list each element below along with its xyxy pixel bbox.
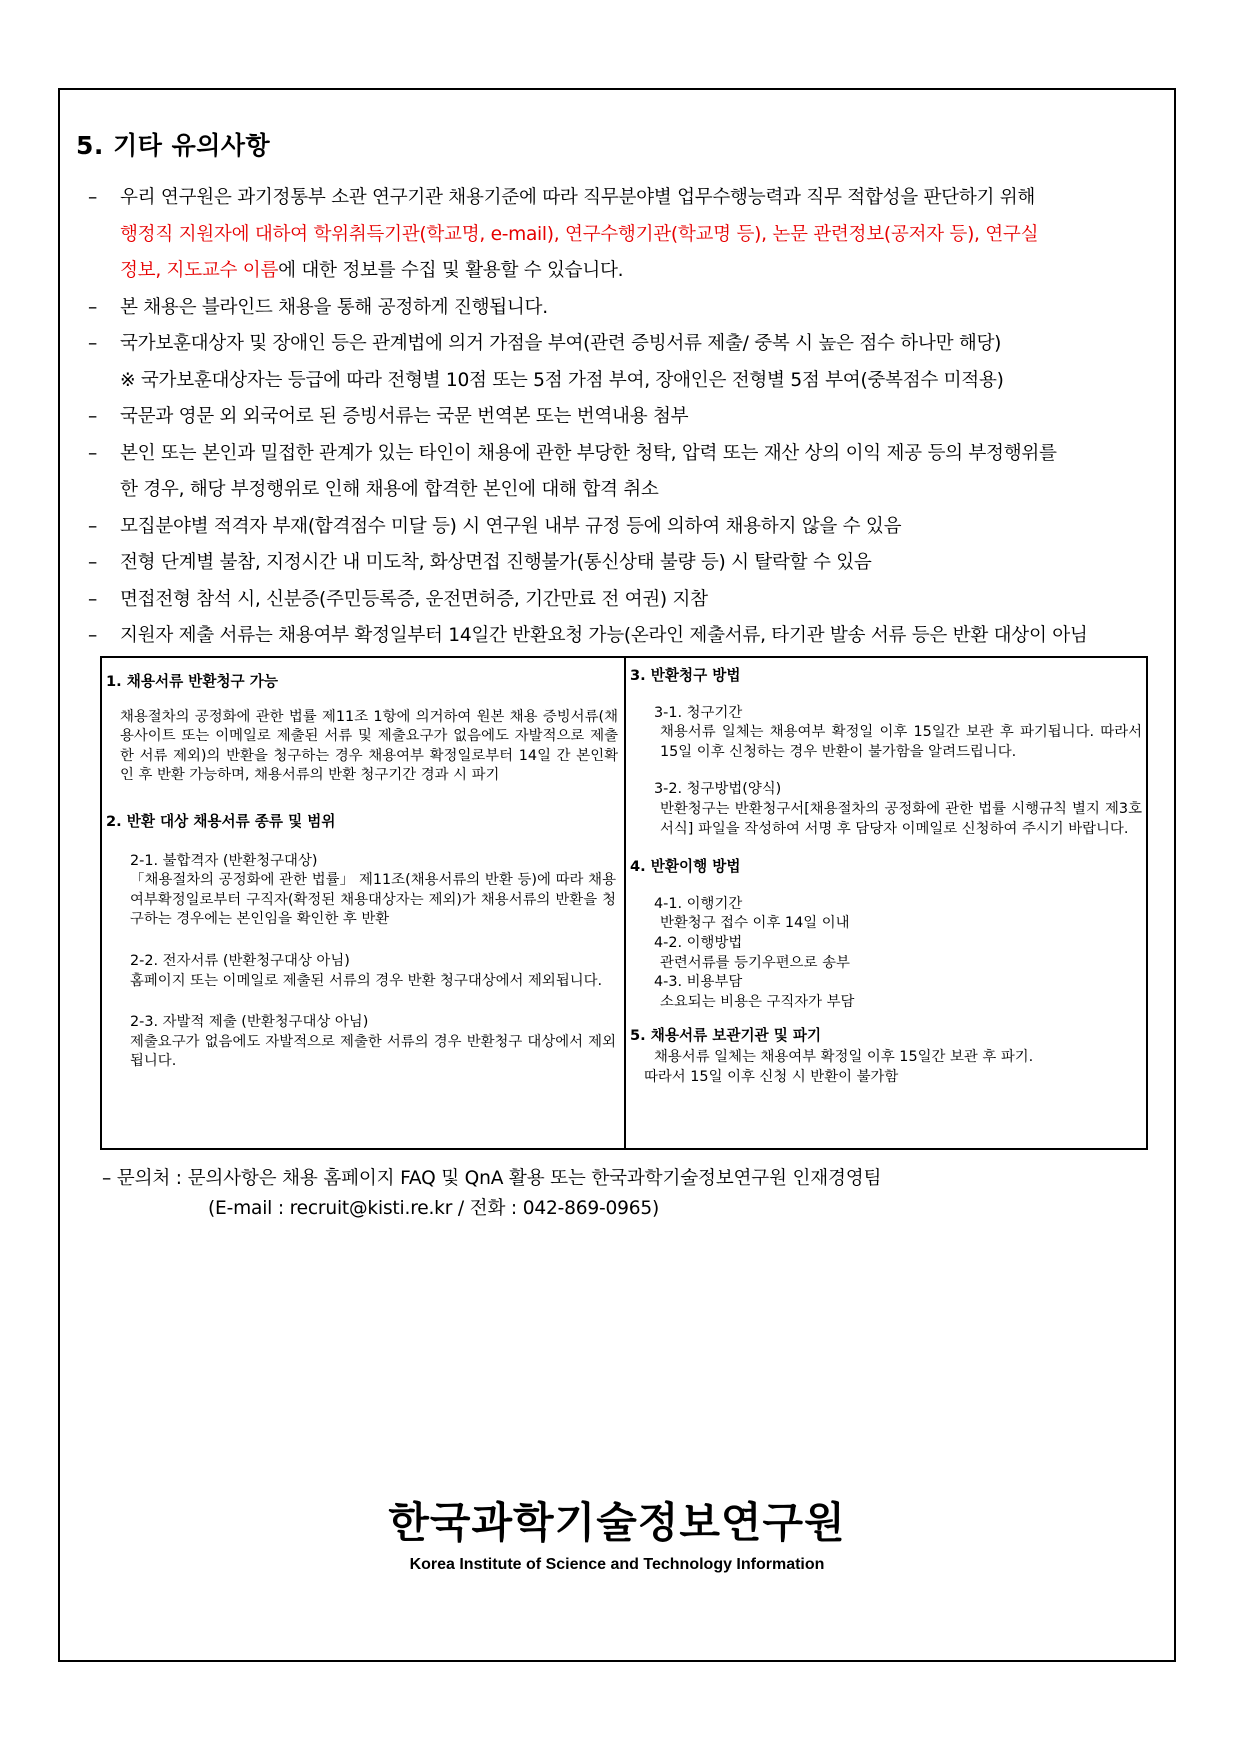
box-subheading: 2-3. 자발적 제출 (반환청구대상 아님)	[130, 1014, 369, 1031]
box-paragraph: 채용절차의 공정화에 관한 법률 제11조 1항에 의거하여 원본 채용 증빙서류(채용사이트 또는 이메일로 제출된 서류 및 제출요구가 없음에도 자발적으로 제출한 서류 제외)의 반환을 청구하는 경우 채용여부 확정일로부터 14일 간 본인확인 후 반환 가능하며, 채용서류의 반환 청구기간 경과 시 파기	[120, 708, 618, 784]
list-item	[88, 180, 1150, 290]
bullet-dash: –	[88, 515, 97, 537]
box-section-title: 3. 반환청구 방법	[630, 667, 741, 684]
bullet-dash: –	[88, 406, 97, 427]
bullet-text: 모집분야별 적격자 부재(합격점수 미달 등) 시 연구원 내부 규정 등에 의하여 채용하지 않을 수 있음	[120, 515, 902, 537]
box-section-title: 2. 반환 대상 채용서류 종류 및 범위	[106, 812, 336, 830]
bullet-text: 한 경우, 해당 부정행위로 인해 채용에 합격한 본인에 대해 합격 취소	[120, 479, 659, 500]
bullet-dash: –	[88, 552, 97, 573]
box-subheading: 2-2. 전자서류 (반환청구대상 아님)	[130, 952, 350, 969]
box-subheading: 3-2. 청구방법(양식)	[654, 781, 782, 798]
box-subheading: 3-1. 청구기간	[654, 704, 743, 721]
box-paragraph: 홈페이지 또는 이메일로 제출된 서류의 경우 반환 청구대상에서 제외됩니다.	[130, 972, 603, 989]
box-subheading: 4-1. 이행기간	[654, 895, 743, 912]
document-return-box	[100, 656, 1148, 1150]
box-section-title: 5. 채용서류 보관기관 및 파기	[630, 1027, 822, 1045]
box-left-column	[102, 658, 626, 1148]
bullet-text-highlight: 행정직 지원자에 대하여 학위취득기관(학교명, e-mail), 연구수행기관(학교명 등), 논문 관련정보(공저자 등), 연구실	[120, 223, 1039, 245]
bullet-dash: –	[88, 296, 97, 318]
notice-list	[88, 180, 1150, 655]
list-item	[88, 399, 1150, 436]
bullet-text: 본인 또는 본인과 밀접한 관계가 있는 타인이 채용에 관한 부당한 청탁, 압력 또는 재산 상의 이익 제공 등의 부정행위를	[120, 442, 1057, 464]
bullet-dash: –	[88, 187, 97, 208]
section-heading: 5. 기타 유의사항	[76, 131, 271, 160]
box-paragraph: 채용서류 일체는 채용여부 확정일 이후 15일간 보관 후 파기.	[654, 1048, 1034, 1065]
box-subheading: 4-2. 이행방법	[654, 934, 743, 951]
box-subheading: 2-1. 불합격자 (반환청구대상)	[130, 852, 318, 869]
bullet-text: 에 대한 정보를 수집 및 활용할 수 있습니다.	[278, 260, 624, 281]
list-item	[88, 290, 1150, 327]
contact-email-phone: (E-mail : recruit@kisti.re.kr / 전화 : 042-869-0965)	[208, 1198, 660, 1219]
contact-info	[102, 1164, 881, 1224]
box-paragraph: 소요되는 비용은 구직자가 부담	[660, 993, 855, 1010]
box-right-column	[626, 658, 1146, 1148]
bullet-text-highlight: 정보, 지도교수 이름	[120, 260, 279, 281]
bullet-text: 우리 연구원은 과기정통부 소관 연구기관 채용기준에 따라 직무분야별 업무수행능력과 직무 적합성을 판단하기 위해	[120, 187, 1036, 208]
list-item	[88, 582, 1150, 619]
box-subheading: 4-3. 비용부담	[654, 974, 743, 991]
list-item	[88, 545, 1150, 582]
box-paragraph: 「채용절차의 공정화에 관한 법률」 제11조(채용서류의 반환 등)에 따라 채용여부확정일로부터 구직자(확정된 채용대상자는 제외)가 채용서류의 반환을 청구하는 경우에는 본인임을 확인한 후 반환	[130, 872, 616, 928]
bullet-note: ※ 국가보훈대상자는 등급에 따라 전형별 10점 또는 5점 가점 부여, 장애인은 전형별 5점 부여(중복점수 미적용)	[120, 369, 1004, 391]
box-paragraph: 제출요구가 없음에도 자발적으로 제출한 서류의 경우 반환청구 대상에서 제외됩니다.	[130, 1033, 616, 1070]
bullet-dash: –	[88, 588, 97, 610]
bullet-dash: –	[88, 625, 97, 646]
bullet-dash: –	[88, 442, 97, 464]
bullet-text: 지원자 제출 서류는 채용여부 확정일부터 14일간 반환요청 가능(온라인 제출서류, 타기관 발송 서류 등은 반환 대상이 아님	[120, 625, 1088, 646]
list-item	[88, 509, 1150, 546]
box-section-title: 4. 반환이행 방법	[630, 858, 741, 876]
box-paragraph: 관련서류를 등기우편으로 송부	[660, 954, 850, 971]
bullet-text: 국문과 영문 외 외국어로 된 증빙서류는 국문 번역본 또는 번역내용 첨부	[120, 406, 689, 427]
bullet-text: 전형 단계별 불참, 지정시간 내 미도착, 화상면접 진행불가(통신상태 불량 등) 시 탈락할 수 있음	[120, 552, 872, 573]
organization-name-english: Korea Institute of Science and Technology Information	[409, 1556, 825, 1573]
bullet-dash: –	[88, 333, 97, 354]
box-paragraph: 반환청구 접수 이후 14일 이내	[660, 915, 850, 932]
list-item	[88, 326, 1150, 399]
document-frame	[58, 88, 1176, 1662]
bullet-text: 본 채용은 블라인드 채용을 통해 공정하게 진행됩니다.	[120, 296, 548, 318]
list-item	[88, 436, 1150, 509]
box-paragraph: 따라서 15일 이후 신청 시 반환이 불가함	[644, 1068, 899, 1085]
bullet-text: 국가보훈대상자 및 장애인 등은 관계법에 의거 가점을 부여(관련 증빙서류 제출/ 중복 시 높은 점수 하나만 해당)	[120, 333, 1002, 354]
contact-line: – 문의처 : 문의사항은 채용 홈페이지 FAQ 및 QnA 활용 또는 한국과학기술정보연구원 인재경영팀	[102, 1168, 882, 1189]
bullet-text: 면접전형 참석 시, 신분증(주민등록증, 운전면허증, 기간만료 전 여권) 지참	[120, 588, 708, 610]
box-section-title: 1. 채용서류 반환청구 가능	[106, 673, 278, 690]
list-item	[88, 618, 1150, 655]
box-paragraph: 채용서류 일체는 채용여부 확정일 이후 15일간 보관 후 파기됩니다. 따라서 15일 이후 신청하는 경우 반환이 불가함을 알려드립니다.	[660, 724, 1142, 760]
box-paragraph: 반환청구는 반환청구서[채용절차의 공정화에 관한 법률 시행규칙 별지 제3호 서식] 파일을 작성하여 서명 후 담당자 이메일로 신청하여 주시기 바랍니다.	[660, 800, 1142, 837]
organization-name-korean: 한국과학기술정보연구원	[388, 1498, 846, 1547]
